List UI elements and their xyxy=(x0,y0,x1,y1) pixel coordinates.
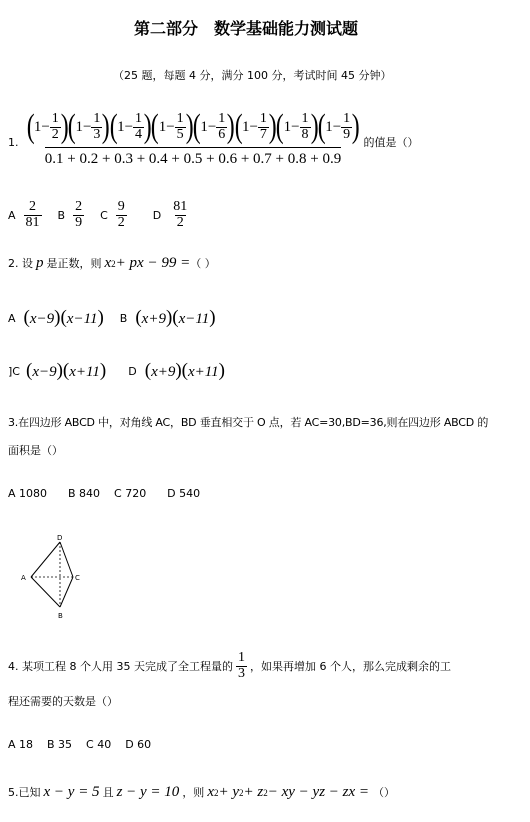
q2-c-expr1: x−9 xyxy=(32,364,57,380)
q1-term-num: 1 xyxy=(343,110,351,126)
q4-frac-num: 1 xyxy=(237,650,245,665)
q2-option-a-label: A xyxy=(8,311,16,325)
q2-options-row2 xyxy=(8,360,225,382)
q5-then: ，则 xyxy=(182,786,205,799)
vertex-a-label: A xyxy=(21,574,26,582)
q1-option-a-label: A xyxy=(8,208,16,222)
q1-number: 1. xyxy=(8,135,19,149)
q1-term xyxy=(68,110,110,144)
q2-a-expr1: x−9 xyxy=(29,311,55,327)
q1-term-open-paren: ( xyxy=(234,108,243,145)
q1-term-den: 4 xyxy=(135,126,143,142)
q1-term-num: 1 xyxy=(135,110,143,126)
q1-term-left: 1− xyxy=(200,118,217,135)
q1-option-c-label: C xyxy=(100,208,108,222)
q5-expr-z: + z xyxy=(243,784,264,800)
q2-mid: 是正数，则 xyxy=(46,257,102,270)
q1-term-left: 1− xyxy=(283,118,300,135)
q2-expr-x: x xyxy=(104,255,112,271)
q1-term-fraction xyxy=(50,112,61,142)
q1-term-den: 8 xyxy=(301,126,309,142)
q1-term xyxy=(151,110,193,144)
vertex-d-label: D xyxy=(57,534,63,542)
q2-var-p: p xyxy=(36,255,44,271)
q1-term-fraction xyxy=(216,112,227,142)
q2-d-expr1: x+9 xyxy=(151,364,176,380)
q1-term-close-paren: ) xyxy=(102,108,111,145)
q1-a-den: 81 xyxy=(25,214,40,230)
q2-prefix: 2. 设 xyxy=(8,257,33,270)
q5-cond2: z − y = 10 xyxy=(116,784,180,800)
question-1 xyxy=(8,110,419,168)
q1-term-open-paren: ( xyxy=(192,108,201,145)
q2-option-d-label: D xyxy=(128,364,137,378)
q2-expr-sup: 2 xyxy=(111,259,116,269)
q1-fraction xyxy=(25,110,362,168)
q1-term-fraction xyxy=(341,112,352,142)
q2-option-c-label: ]C xyxy=(8,364,20,378)
q1-term-open-paren: ( xyxy=(109,108,118,145)
q2-option-c-value: (x−9)(x+11) xyxy=(25,360,107,381)
q1-term-den: 3 xyxy=(93,126,101,142)
q1-a-num: 2 xyxy=(29,199,37,214)
q2-a-expr2: x−11 xyxy=(66,311,98,327)
q5-prefix: 5.已知 xyxy=(8,786,41,799)
q1-term-close-paren: ) xyxy=(60,108,69,145)
q1-option-c-value xyxy=(116,200,127,230)
q1-term-den: 5 xyxy=(176,126,184,142)
q2-options-row1 xyxy=(8,307,216,329)
q1-term-den: 9 xyxy=(343,126,351,142)
q1-c-den: 2 xyxy=(117,214,125,230)
q5-sup-x: 2 xyxy=(213,788,219,798)
q1-term-open-paren: ( xyxy=(67,108,76,145)
q1-term-open-paren: ( xyxy=(151,108,160,145)
q4-line2: 程还需要的天数是（） xyxy=(8,695,118,708)
q1-option-b-label: B xyxy=(57,208,66,222)
q2-option-a-value: (x−9)(x−11) xyxy=(23,307,104,328)
vertex-c-label: C xyxy=(75,574,80,582)
q1-term-left: 1− xyxy=(33,118,50,135)
question-2 xyxy=(8,255,216,272)
q1-suffix: 的值是（） xyxy=(363,136,419,149)
instructions: （25 题，每题 4 分，满分 100 分，考试时间 45 分钟） xyxy=(113,69,392,82)
q1-term-num: 1 xyxy=(51,110,59,126)
q2-b-expr2: x−11 xyxy=(178,311,210,327)
q4-frac-den: 3 xyxy=(237,665,245,681)
q1-term-num: 1 xyxy=(218,110,226,126)
q1-b-den: 9 xyxy=(75,214,83,230)
q2-option-d-value: (x+9)(x+11) xyxy=(144,360,225,381)
q1-term-close-paren: ) xyxy=(310,108,319,145)
q1-term-open-paren: ( xyxy=(26,108,35,145)
q1-term xyxy=(110,110,152,144)
q1-option-d-label: D xyxy=(152,208,162,222)
q5-sup-z: 2 xyxy=(263,788,268,798)
q1-term-num: 1 xyxy=(259,110,267,126)
q5-expr-rest: − xy − yz − zx = xyxy=(267,784,370,800)
q1-term-close-paren: ) xyxy=(268,108,277,145)
q4-fraction xyxy=(236,651,247,681)
q2-suffix: （ ） xyxy=(190,257,216,270)
q1-term-close-paren: ) xyxy=(143,108,152,145)
question-5 xyxy=(8,784,395,801)
q1-term-left: 1− xyxy=(241,118,258,135)
q1-term-left: 1− xyxy=(158,118,175,135)
q3-line2: 面积是（） xyxy=(8,444,63,457)
q1-term-num: 1 xyxy=(176,110,184,126)
q1-term xyxy=(276,110,318,144)
q5-expr-y: + y xyxy=(218,784,240,800)
q2-b-expr1: x+9 xyxy=(141,311,166,327)
q2-option-b-label: B xyxy=(119,311,128,325)
q1-option-b-value xyxy=(73,200,84,230)
q4-suffix: ，如果再增加 6 个人，那么完成剩余的工 xyxy=(249,660,451,674)
q1-d-den: 2 xyxy=(176,214,184,230)
q5-suffix: （） xyxy=(373,786,396,799)
q1-term-fraction xyxy=(300,112,311,142)
q1-term xyxy=(27,110,69,144)
quadrilateral-diagram xyxy=(18,532,88,624)
q2-d-expr2: x+11 xyxy=(188,364,219,380)
q3-line1: 3.在四边形 ABCD 中，对角线 AC，BD 垂直相交于 O 点，若 AC=30,BD=36,则在四边形 ABCD 的 xyxy=(8,416,489,429)
q1-option-a-value xyxy=(24,200,42,230)
q4-line1 xyxy=(8,651,451,681)
q2-expr-rest: + px − 99 = xyxy=(115,255,191,271)
q1-term-close-paren: ) xyxy=(226,108,235,145)
q5-expr-x: x xyxy=(207,784,214,800)
page-title: 第二部分 数学基础能力测试题 xyxy=(134,19,359,38)
q1-term-num: 1 xyxy=(301,110,309,126)
q3-options: A 1080 B 840 C 720 D 540 xyxy=(8,487,201,500)
q5-and: 且 xyxy=(102,786,114,799)
q1-term-left: 1− xyxy=(117,118,134,135)
q1-term-open-paren: ( xyxy=(275,108,284,145)
q5-cond1: x − y = 5 xyxy=(43,784,100,800)
q1-option-d-value xyxy=(171,200,189,230)
q1-denominator: 0.1 + 0.2 + 0.3 + 0.4 + 0.5 + 0.6 + 0.7 + 0.8 + 0.9 xyxy=(45,147,341,168)
q2-option-b-value: (x+9)(x−11) xyxy=(135,307,216,328)
q1-term-num: 1 xyxy=(93,110,101,126)
q4-options: A 18 B 35 C 40 D 60 xyxy=(8,738,152,751)
q1-options xyxy=(8,200,189,230)
q2-c-expr2: x+11 xyxy=(69,364,100,380)
q1-term-den: 2 xyxy=(51,126,59,142)
q1-c-num: 9 xyxy=(117,199,125,214)
q1-term-den: 6 xyxy=(218,126,226,142)
q1-term xyxy=(193,110,235,144)
q1-b-num: 2 xyxy=(75,199,83,214)
q5-sup-y: 2 xyxy=(239,788,244,798)
q1-numerator xyxy=(25,110,362,147)
q4-prefix: 4. 某项工程 8 个人用 35 天完成了全工程量的 xyxy=(8,660,233,674)
q1-term-fraction xyxy=(175,112,186,142)
q1-term-close-paren: ) xyxy=(185,108,194,145)
q1-term-fraction xyxy=(133,112,144,142)
q1-term-den: 7 xyxy=(259,126,267,142)
q1-term-left: 1− xyxy=(325,118,342,135)
q1-d-num: 81 xyxy=(173,199,188,214)
q1-term xyxy=(318,110,360,144)
q1-term-open-paren: ( xyxy=(317,108,326,145)
vertex-b-label: B xyxy=(58,612,63,620)
q1-term-close-paren: ) xyxy=(351,108,360,145)
q1-term-left: 1− xyxy=(75,118,92,135)
q1-term xyxy=(235,110,277,144)
q1-term-fraction xyxy=(258,112,269,142)
